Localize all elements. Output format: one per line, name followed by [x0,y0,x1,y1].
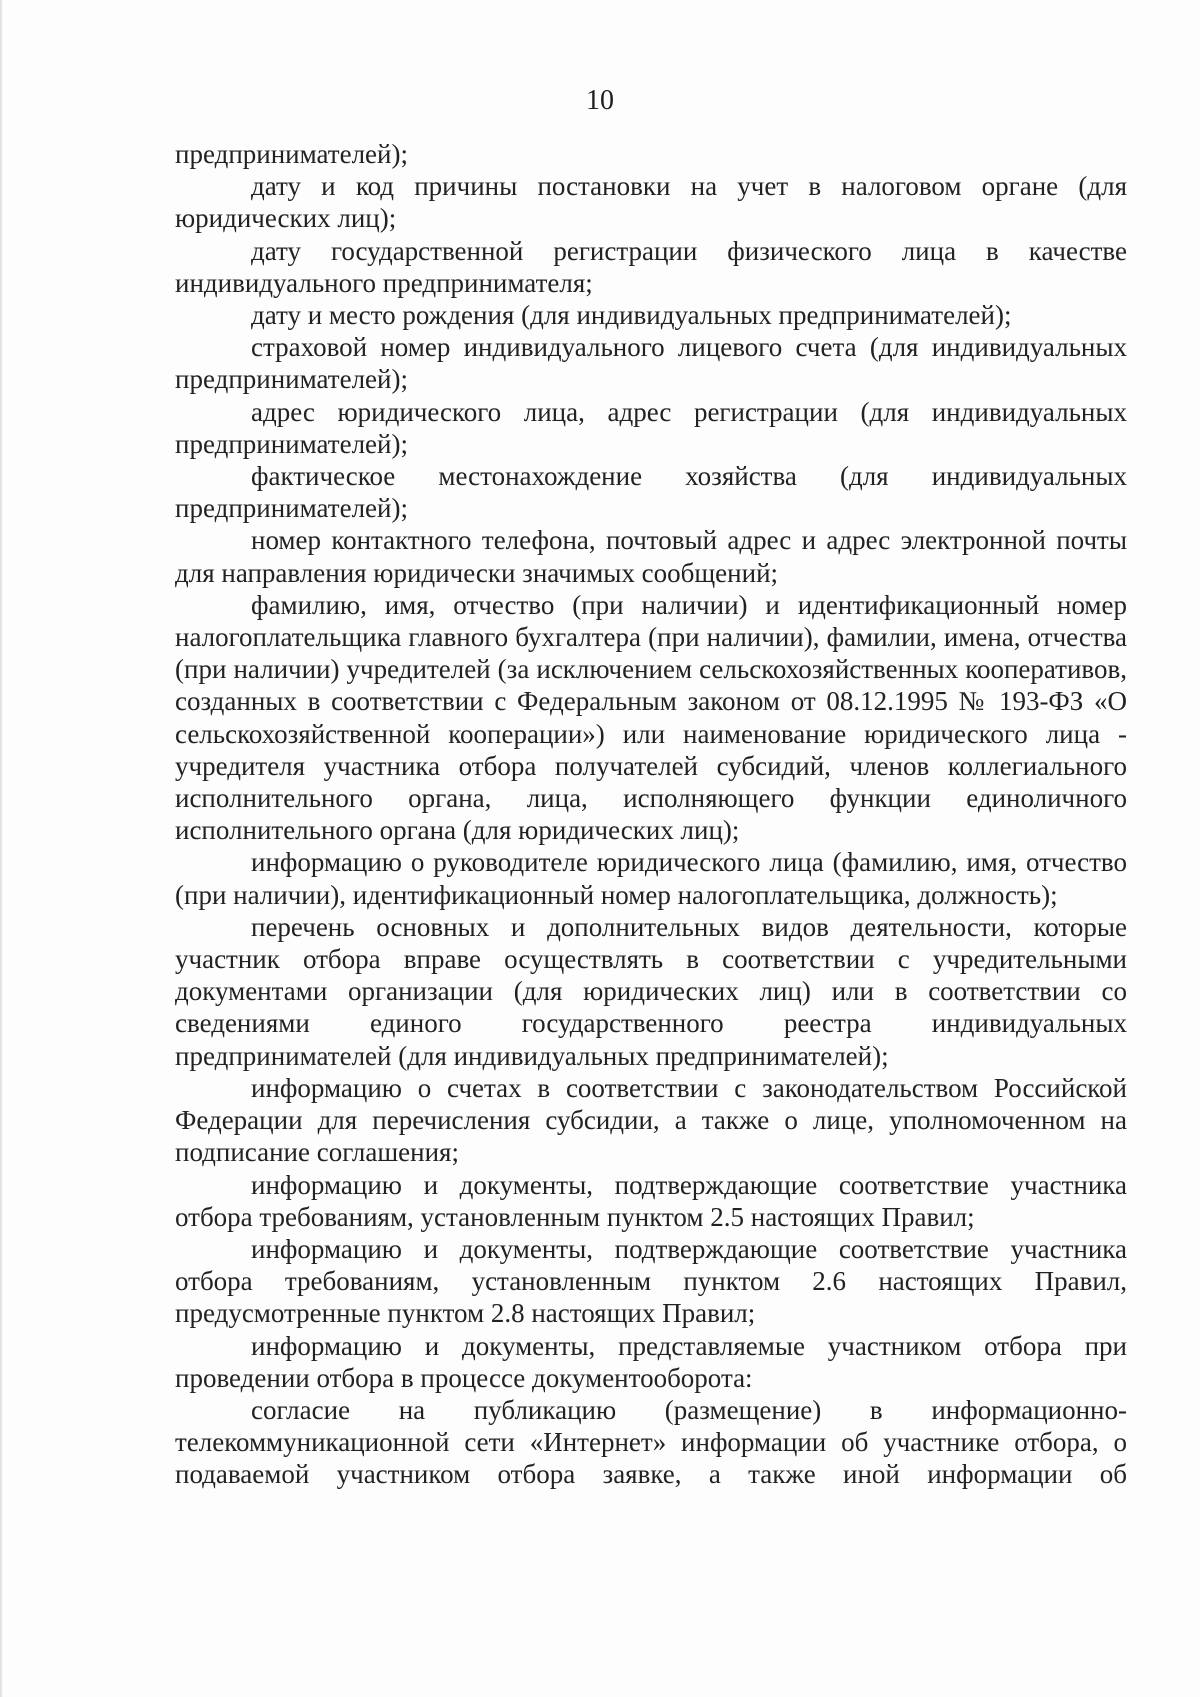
paragraph-legal-address: адрес юридического лица, адрес регистрации (для индивидуальных предпринимателей); [175,396,1127,459]
paragraph-continuation: предпринимателей); [175,139,408,169]
paragraph-accountant-founders: фамилию, имя, отчество (при наличии) и идентификационный номер налогоплательщика главного бухгалтера (при наличии), фамилии, имена, отчества (при наличии) учредителей (за исключением сельскохозяйственных кооперативов, созданных в соответствии с Федеральным законом от 08.12.1995 № 193-ФЗ «О сельскохозяйственной кооперации») или наименование юридического лица - учредителя участника отбора получателей субсидий, членов коллегиального исполнительного органа, лица, исполняющего функции единоличного исполнительного органа (для юридических лиц); [175,589,1127,846]
paragraph-birth-date-place: дату и место рождения (для индивидуальных предпринимателей); [251,300,1012,331]
document-body [175,138,1127,1491]
paragraph-registration-date-code: дату и код причины постановки на учет в налоговом органе (для юридических лиц); [175,171,1127,234]
paragraph-state-registration-date: дату государственной регистрации физического лица в качестве индивидуального предпринимателя; [175,235,1127,298]
paragraph-requirements-2-6: информацию и документы, подтверждающие соответствие участника отбора требованиям, установленным пунктом 2.6 настоящих Правил, предусмотренные пунктом 2.8 настоящих Правил; [175,1233,1127,1329]
paragraph-head-info: информацию о руководителе юридического лица (фамилию, имя, отчество (при наличии), идентификационный номер налогоплательщика, должность); [175,847,1127,910]
paragraph-bank-accounts: информацию о счетах в соответствии с законодательством Российской Федерации для перечисления субсидии, а также о лице, уполномоченном на подписание соглашения; [175,1072,1127,1168]
page-number: 10 [586,85,614,116]
paragraph-requirements-2-5: информацию и документы, подтверждающие соответствие участника отбора требованиям, установленным пунктом 2.5 настоящих Правил; [175,1169,1127,1232]
paragraph-insurance-number: страховой номер индивидуального лицевого счета (для индивидуальных предпринимателей); [175,332,1127,395]
paragraph-actual-location: фактическое местонахождение хозяйства (для индивидуальных предпринимателей); [175,461,1127,524]
paragraph-publication-consent: согласие на публикацию (размещение) в информационно-телекоммуникационной сети «Интернет» информации об участнике отбора, о подаваемой участником отбора заявке, а также иной информации об [175,1394,1127,1490]
scan-edge-shadow [0,0,3,1697]
paragraph-document-flow: информацию и документы, представляемые участником отбора при проведении отбора в процессе документооборота: [175,1330,1127,1393]
paragraph-contact-info: номер контактного телефона, почтовый адрес и адрес электронной почты для направления юридически значимых сообщений; [175,525,1127,588]
paragraph-activity-types: перечень основных и дополнительных видов деятельности, которые участник отбора вправе осуществлять в соответствии с учредительными документами организации (для юридических лиц) или в соответствии со сведениями единого государственного реестра индивидуальных предпринимателей (для индивидуальных предпринимателей); [175,911,1127,1071]
